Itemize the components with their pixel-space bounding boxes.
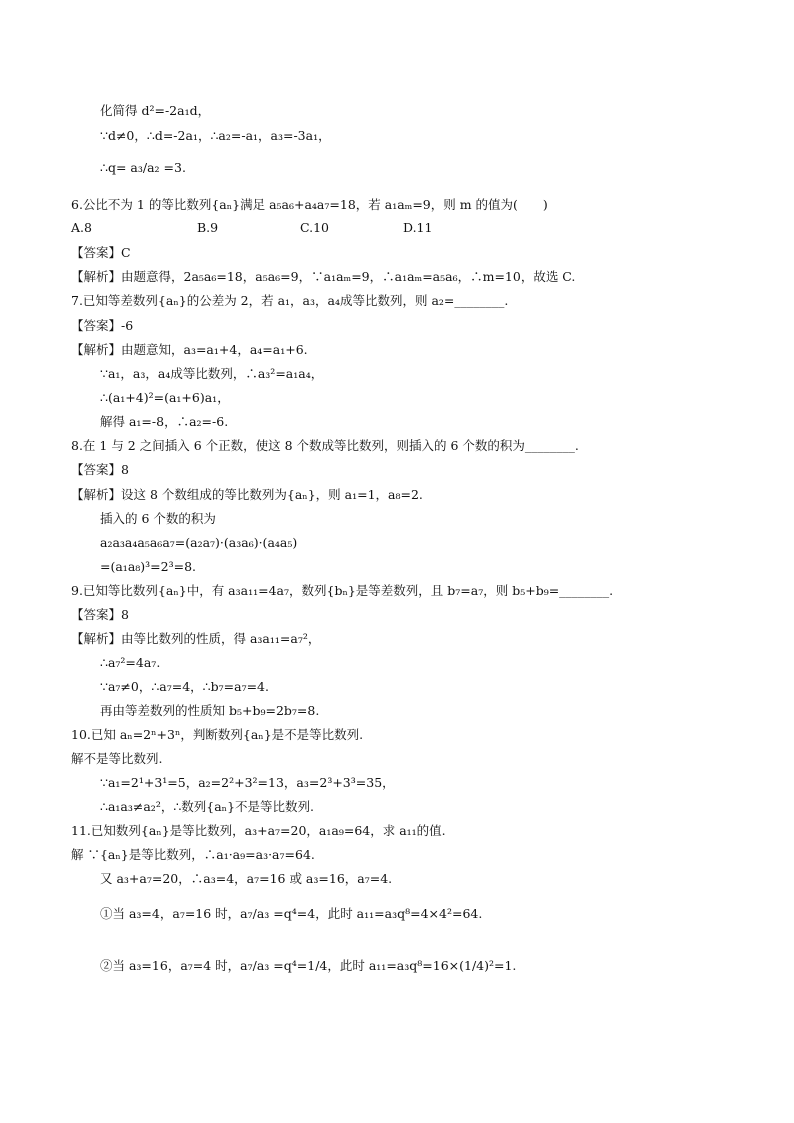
- solution-line: 解不是等比数列.: [71, 751, 163, 766]
- analysis-line: 【解析】设这 8 个数组成的等比数列为{aₙ}，则 a₁=1，a₈=2.: [71, 487, 423, 502]
- choice-b: B.9: [197, 220, 219, 235]
- analysis-line: ∵a₇≠0，∴a₇=4，∴b₇=a₇=4.: [100, 679, 269, 694]
- answer-label: 【答案】-6: [71, 318, 134, 333]
- answer-label: 【答案】8: [71, 462, 129, 477]
- question-10: 10.已知 aₙ=2ⁿ+3ⁿ，判断数列{aₙ}是不是等比数列.: [71, 727, 364, 742]
- solution-case-1: ①当 a₃=4，a₇=16 时，a₇/a₃ =q⁴=4，此时 a₁₁=a₃q⁸=4×4²=64.: [100, 906, 483, 921]
- question-9: 9.已知等比数列{aₙ}中，有 a₃a₁₁=4a₇，数列{bₙ}是等差数列，且 b₇=a₇，则 b₅+b₉=________.: [71, 583, 614, 598]
- choice-c: C.10: [300, 220, 329, 235]
- analysis-line: 插入的 6 个数的积为: [100, 511, 216, 526]
- question-6: 6.公比不为 1 的等比数列{aₙ}满足 a₅a₆+a₄a₇=18，若 a₁aₘ=9，则 m 的值为( ): [71, 197, 548, 212]
- solution-line: ∴a₁a₃≠a₂²，∴数列{aₙ}不是等比数列.: [100, 799, 315, 814]
- solution-line: 化简得 d²=-2a₁d，: [100, 103, 211, 118]
- solution-case-2: ②当 a₃=16，a₇=4 时，a₇/a₃ =q⁴=1/4，此时 a₁₁=a₃q⁸=16×(1/4)²=1.: [100, 958, 517, 973]
- analysis-line: ∵a₁，a₃，a₄成等比数列，∴a₃²=a₁a₄，: [100, 366, 324, 381]
- solution-line: 解 ∵{aₙ}是等比数列，∴a₁·a₉=a₃·a₇=64.: [71, 847, 315, 862]
- analysis-line: 解得 a₁=-8，∴a₂=-6.: [100, 414, 229, 429]
- analysis-line: a₂a₃a₄a₅a₆a₇=(a₂a₇)·(a₃a₆)·(a₄a₅): [100, 535, 298, 550]
- solution-line: 又 a₃+a₇=20，∴a₃=4，a₇=16 或 a₃=16，a₇=4.: [100, 871, 393, 886]
- question-7: 7.已知等差数列{aₙ}的公差为 2，若 a₁，a₃，a₄成等比数列，则 a₂=________.: [71, 293, 509, 308]
- question-8: 8.在 1 与 2 之间插入 6 个正数，使这 8 个数成等比数列，则插入的 6 个数的积为________.: [71, 438, 579, 453]
- analysis-line: =(a₁a₈)³=2³=8.: [100, 559, 197, 574]
- analysis-line: 再由等差数列的性质知 b₅+b₉=2b₇=8.: [100, 703, 320, 718]
- solution-line: ∴q= a₃/a₂ =3.: [100, 160, 186, 175]
- analysis-line: ∴(a₁+4)²=(a₁+6)a₁，: [100, 390, 230, 405]
- analysis-line: ∴a₇²=4a₇.: [100, 655, 161, 670]
- solution-line: ∵d≠0，∴d=-2a₁，∴a₂=-a₁，a₃=-3a₁，: [100, 128, 331, 143]
- answer-label: 【答案】8: [71, 607, 129, 622]
- analysis-line: 【解析】由题意知，a₃=a₁+4，a₄=a₁+6.: [71, 342, 308, 357]
- answer-label: 【答案】C: [71, 245, 131, 260]
- solution-line: ∵a₁=2¹+3¹=5，a₂=2²+3²=13，a₃=2³+3³=35，: [100, 775, 395, 790]
- analysis-line: 【解析】由等比数列的性质，得 a₃a₁₁=a₇²，: [71, 631, 321, 646]
- choice-a: A.8: [71, 220, 92, 235]
- choice-d: D.11: [403, 220, 433, 235]
- analysis-line: 【解析】由题意得，2a₅a₆=18，a₅a₆=9，∵a₁aₘ=9，∴a₁aₘ=a₅a₆，∴m=10，故选 C.: [71, 269, 576, 284]
- question-11: 11.已知数列{aₙ}是等比数列，a₃+a₇=20，a₁a₉=64，求 a₁₁的值.: [71, 823, 446, 838]
